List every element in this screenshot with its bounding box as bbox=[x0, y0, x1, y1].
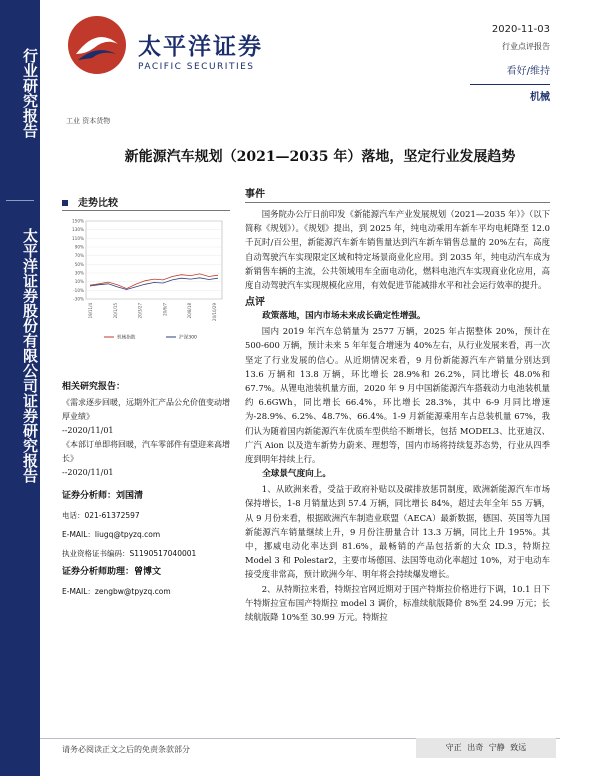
y-tick-label: 150% bbox=[72, 218, 84, 224]
analyst-name: 证券分析师：刘国清 bbox=[62, 491, 144, 501]
comment-subheading: 全球景气度向上。 bbox=[262, 469, 331, 480]
document-title: 新能源汽车规划（2021—2035 年）落地，坚定行业发展趋势 bbox=[124, 149, 516, 165]
related-item-title[interactable]: 《需求逐步回暖，远期外汇产品公允价值变动增厚业绩》 bbox=[62, 398, 230, 421]
brand-name-en: PACIFIC SECURITIES bbox=[138, 62, 255, 72]
comment-paragraph: 国内 2019 年汽车总销量为 2577 万辆，2025 年占据整体 20%，预计在 500-600 万辆，预计未来 5 年年复合增速为 40%左右，从行业发展来看，再一次坚定了行业发展的信心。从近期情况来看，9 月份新能源汽车产销量分别达到 13.6 万辆和 13.8 万辆，环比增长 28.9%和 26.2%，同比增长 48.0%和 67.7%。从锂电池装机量方面，2020 年 9 月中国新能源汽车搭载动力电池装机量约 6.6GWh，同比增长 66.4%，环比增长 28.3%，其中 6-9 月同比增速为-28.9%、6.2%、48.7%、66.4%。1-9 月新能源乘用车占总装机量 67%，我们认为随着国内新能源汽车优质车型供给不断增长，包括 MODEL3、比亚迪汉、广汽 Aion 以及造车新势力蔚来、理想等，国内市场将持续复苏态势，行业从四季度到明年持续上行。 bbox=[245, 326, 550, 465]
series-line-1 bbox=[90, 278, 218, 290]
related-item-title[interactable]: 《本部订单即将回暖，汽车零部件有望迎来高增长》 bbox=[62, 440, 230, 463]
y-tick-label: 110% bbox=[72, 235, 84, 241]
x-tick-label: 20/10/29 bbox=[212, 303, 217, 321]
analyst-cert: 执业资格证书编码：S1190517040001 bbox=[62, 549, 197, 558]
sidebar-divider bbox=[6, 200, 34, 201]
event-paragraph: 国务院办公厅日前印发《新能源汽车产业发展规划（2021—2035 年）》（以下简称《规划》）。《规划》提出，到 2025 年，纯电动乘用车新车平均电耗降至 12.0 千瓦时/百公里，新能源汽车新车销售量达到汽车新车销售总量的 20%左右，高度自动驾驶汽车实现限定区域和特定场景商业化应用。到 2035 年，纯电动汽车成为新销售车辆的主流，公共领域用车全面电动化，燃料电池汽车实现商业化应用，高度自动驾驶汽车实现规模化应用，有效促进节能减排水平和社会运行效率的提升。 bbox=[245, 209, 550, 291]
comment-heading: 点评 bbox=[245, 297, 265, 309]
analyst-phone: 电话：021-61372597 bbox=[62, 511, 140, 520]
x-tick-label: 20/1/15 bbox=[112, 303, 118, 319]
x-tick-label: 20/3/27 bbox=[137, 303, 143, 319]
y-tick-label: 130% bbox=[72, 227, 84, 233]
industry-label: 机械 bbox=[530, 92, 550, 103]
y-tick-label: 10% bbox=[74, 279, 84, 285]
x-tick-label: 20/8/18 bbox=[187, 303, 193, 319]
x-tick-label: 19/11/4 bbox=[88, 303, 93, 319]
legend-label: 沪深300 bbox=[179, 335, 197, 341]
trend-heading-text: 走势比较 bbox=[78, 198, 118, 209]
y-tick-label: 70% bbox=[74, 253, 84, 259]
brand-name-cn: 太平洋证券 bbox=[138, 34, 263, 60]
assistant-email[interactable]: E-MAIL：zengbw@tpyzq.com bbox=[62, 587, 171, 596]
trend-heading bbox=[62, 194, 230, 209]
y-tick-label: 30% bbox=[74, 270, 84, 276]
y-tick-label: -10% bbox=[73, 287, 84, 293]
comment-paragraph: 2、从特斯拉来看，特斯拉官网近期对于国产特斯拉价格进行下调，10.1 日下午特斯拉宣布国产特斯拉 model 3 调价，标准续航版降价 8%至 24.99 万元；长续航版降 10%至 30.99 万元。特斯拉 bbox=[245, 583, 550, 623]
related-item-date: --2020/11/01 bbox=[62, 468, 114, 477]
analyst-email[interactable]: E-MAIL：liugq@tpyzq.com bbox=[62, 530, 161, 539]
rating-label: 看好/维持 bbox=[506, 66, 550, 77]
chart-frame bbox=[86, 221, 222, 299]
analyst-info bbox=[62, 486, 230, 604]
header-divider bbox=[470, 84, 550, 85]
y-tick-label: 50% bbox=[74, 261, 84, 267]
legend-label: 机械指数 bbox=[117, 335, 136, 341]
footer-motto: 守正 出奇 宁静 致远 bbox=[416, 738, 556, 758]
trend-divider bbox=[62, 210, 230, 211]
event-divider bbox=[245, 202, 550, 203]
bullet-square-icon bbox=[62, 200, 68, 206]
x-tick-label: 20/6/7 bbox=[162, 303, 168, 316]
related-item-date: --2020/11/01 bbox=[62, 426, 114, 435]
series-line-0 bbox=[90, 274, 218, 289]
trend-chart bbox=[62, 215, 230, 345]
header-meta bbox=[492, 24, 550, 77]
related-heading: 相关研究报告： bbox=[62, 382, 126, 392]
report-type: 行业点评报告 bbox=[502, 42, 550, 51]
footer-disclaimer: 请务必阅读正文之后的免责条款部分 bbox=[62, 745, 190, 754]
event-heading: 事件 bbox=[245, 189, 265, 200]
report-date: 2020-11-03 bbox=[491, 24, 550, 35]
sidebar-top-label: 行业研究报告 bbox=[21, 48, 39, 138]
related-reports bbox=[62, 380, 230, 480]
comment-subheading: 政策落地，国内市场未来成长确定性增强。 bbox=[262, 311, 426, 322]
y-tick-label: 90% bbox=[74, 244, 84, 250]
main-content bbox=[245, 185, 550, 624]
comment-paragraph: 1、从欧洲来看，受益于政府补贴以及碳排放惩罚制度，欧洲新能源汽车市场保持增长，1-8 月销量达到 57.4 万辆，同比增长 84%，超过去年全年 55 万辆，从 9 月份来看，根据欧洲汽车制造业联盟（AECA）最新数据，德国、英国等九国新能源汽车销量继续上升，9 月份注册量合计 13.3 万辆，同比上升 195%。其中，挪威电动化率达到 81.6%，最畅销的产品包括新的大众 ID.3，特斯拉 Model 3 和 Polestar2，主要市场德国、法国等电动化率超过 10%，对于电动车接受度非常高，预计欧洲今年、明年将会持续爆发增长。 bbox=[245, 484, 550, 580]
company-logo-icon bbox=[66, 14, 128, 76]
assistant-name: 证券分析师助理：曾博文 bbox=[62, 567, 162, 577]
sidebar-bottom-label: 太平洋证券股份有限公司证券研究报告 bbox=[21, 228, 39, 483]
sector-tagline: 工业 资本货物 bbox=[66, 117, 111, 125]
y-tick-label: -30% bbox=[73, 296, 84, 302]
